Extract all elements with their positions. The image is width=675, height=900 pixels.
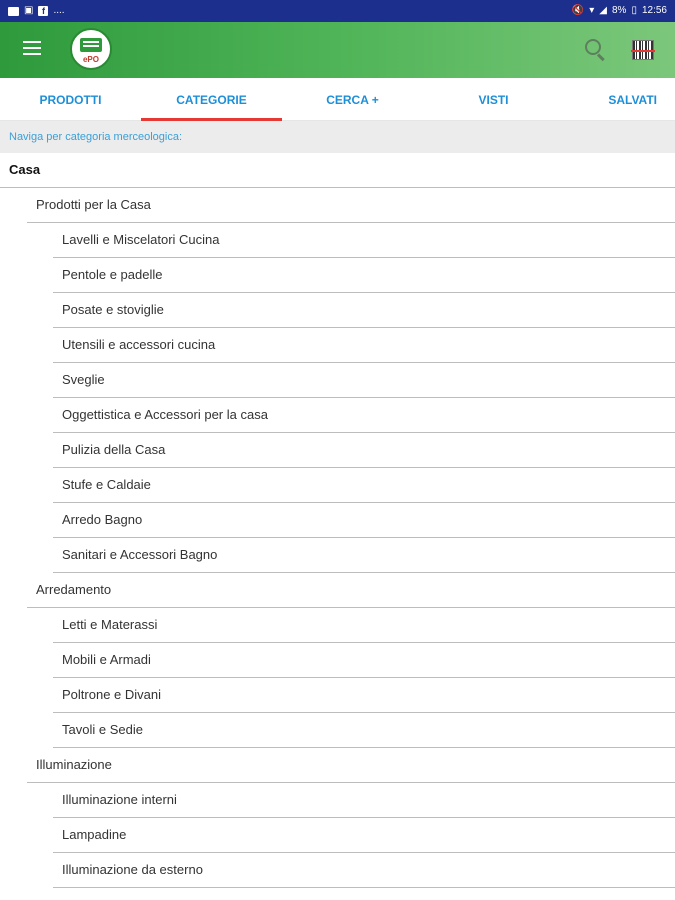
tab-cerca[interactable]: CERCA + xyxy=(326,92,379,107)
tab-bar xyxy=(0,78,675,121)
category-row[interactable]: Stufe e Caldaie xyxy=(0,468,675,503)
app-logo-text: ePO xyxy=(82,55,99,64)
category-row[interactable]: Utensili e accessori cucina xyxy=(0,328,675,363)
signal-icon: ◢ xyxy=(599,5,607,16)
category-row[interactable]: Tavoli e Sedie xyxy=(0,713,675,748)
twitch-icon: ▣ xyxy=(24,5,34,16)
category-row[interactable]: Lampadine xyxy=(0,818,675,853)
category-row[interactable]: Illuminazione interni xyxy=(0,783,675,818)
category-row[interactable]: Mobili e Armadi xyxy=(0,643,675,678)
tab-visti[interactable]: VISTI xyxy=(478,92,509,107)
category-row[interactable]: Lavelli e Miscelatori Cucina xyxy=(0,223,675,258)
status-bar-system xyxy=(572,5,667,17)
tab-categorie[interactable]: CATEGORIE xyxy=(141,78,282,121)
category-list xyxy=(0,153,675,888)
category-row[interactable]: Sveglie xyxy=(0,363,675,398)
facebook-icon: f xyxy=(38,6,48,16)
category-row[interactable]: Letti e Materassi xyxy=(0,608,675,643)
category-row[interactable]: Oggettistica e Accessori per la casa xyxy=(0,398,675,433)
tab-prodotti[interactable]: PRODOTTI xyxy=(39,92,102,107)
category-row[interactable]: Posate e stoviglie xyxy=(0,293,675,328)
clock: 12:56 xyxy=(641,5,667,16)
status-bar xyxy=(0,0,675,22)
category-row[interactable]: Pentole e padelle xyxy=(0,258,675,293)
category-row[interactable]: Illuminazione da esterno xyxy=(0,853,675,888)
category-row[interactable]: Prodotti per la Casa xyxy=(0,188,675,223)
category-row[interactable]: Arredo Bagno xyxy=(0,503,675,538)
wifi-icon: ▾ xyxy=(589,5,595,16)
more-notifications-indicator: .... xyxy=(53,5,65,16)
tab-salvati[interactable]: SALVATI xyxy=(608,92,657,107)
mute-icon: 🔇 xyxy=(571,5,585,16)
barcode-scanner-icon[interactable] xyxy=(632,40,654,60)
search-icon[interactable] xyxy=(585,39,605,59)
hamburger-menu-icon[interactable] xyxy=(23,41,41,55)
app-bar xyxy=(0,22,675,78)
category-row[interactable]: Illuminazione xyxy=(0,748,675,783)
category-row[interactable]: Pulizia della Casa xyxy=(0,433,675,468)
category-row[interactable]: Casa xyxy=(0,153,675,188)
cart-logo-icon xyxy=(80,38,102,52)
status-bar-notifications xyxy=(8,5,65,17)
battery-icon: ▯ xyxy=(631,5,637,16)
message-icon xyxy=(8,7,19,16)
category-row[interactable]: Poltrone e Divani xyxy=(0,678,675,713)
app-logo[interactable] xyxy=(70,28,112,70)
category-nav-hint: Naviga per categoria merceologica: xyxy=(0,121,675,153)
category-row[interactable]: Arredamento xyxy=(0,573,675,608)
category-row[interactable]: Sanitari e Accessori Bagno xyxy=(0,538,675,573)
battery-percent: 8% xyxy=(612,5,627,16)
